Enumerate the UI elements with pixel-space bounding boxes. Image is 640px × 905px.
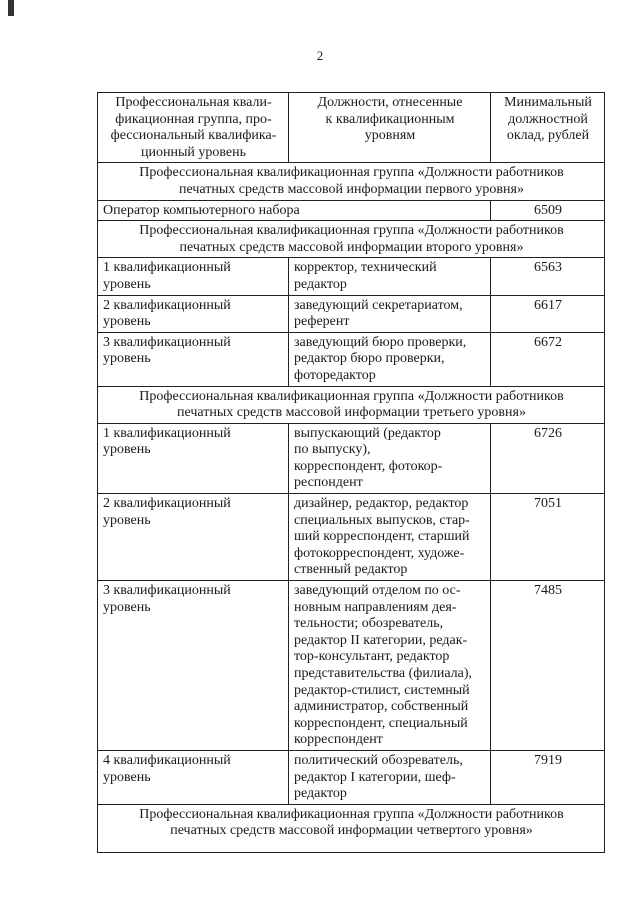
level-cell: 2 квалификационный уровень	[98, 494, 289, 581]
group2-title: Профессиональная квалификационная группа «Должности работников печатных средств массовой информации второго уровня»	[98, 221, 605, 258]
table-row	[98, 332, 605, 386]
positions-cell: политический обозреватель, редактор I категории, шеф- редактор	[289, 750, 491, 804]
level-cell: 4 квалификационный уровень	[98, 750, 289, 804]
level-cell: 1 квалификационный уровень	[98, 258, 289, 295]
positions-cell: заведующий секретариатом, референт	[289, 295, 491, 332]
salary-cell: 7919	[491, 750, 605, 804]
group1-position: Оператор компьютерного набора	[98, 200, 491, 221]
table-row	[98, 258, 605, 295]
level-cell: 3 квалификационный уровень	[98, 332, 289, 386]
group3-title: Профессиональная квалификационная группа «Должности работников печатных средств массовой информации третьего уровня»	[98, 386, 605, 423]
level-cell: 1 квалификационный уровень	[98, 423, 289, 493]
level-cell: 2 квалификационный уровень	[98, 295, 289, 332]
table-row	[98, 750, 605, 804]
salary-cell: 6617	[491, 295, 605, 332]
salary-cell: 7485	[491, 581, 605, 751]
header-col-group-level: Профессиональная квали- фикационная группа, про- фессиональный квалифика- ционный уровень	[98, 93, 289, 163]
group1-title: Профессиональная квалификационная группа «Должности работников печатных средств массовой информации первого уровня»	[98, 163, 605, 200]
table-row	[98, 200, 605, 221]
header-col-positions: Должности, отнесенные к квалификационным уровням	[289, 93, 491, 163]
group-title-row	[98, 221, 605, 258]
page-number: 2	[316, 48, 324, 63]
table-row	[98, 494, 605, 581]
table-row	[98, 295, 605, 332]
group-title-row	[98, 804, 605, 852]
group4-title: Профессиональная квалификационная группа «Должности работников печатных средств массовой информации четвертого уровня»	[98, 804, 605, 852]
group-title-row	[98, 163, 605, 200]
salary-cell: 6672	[491, 332, 605, 386]
salary-cell: 7051	[491, 494, 605, 581]
positions-cell: выпускающий (редактор по выпуску), корреспондент, фотокор- респондент	[289, 423, 491, 493]
header-col-salary: Минимальный должностной оклад, рублей	[491, 93, 605, 163]
group1-salary: 6509	[491, 200, 605, 221]
salary-table	[97, 92, 605, 853]
positions-cell: корректор, технический редактор	[289, 258, 491, 295]
table-header-row	[98, 93, 605, 163]
group-title-row	[98, 386, 605, 423]
salary-cell: 6726	[491, 423, 605, 493]
positions-cell: дизайнер, редактор, редактор специальных выпусков, стар- ший корреспондент, старший фотокорреспондент, художе- ственный редактор	[289, 494, 491, 581]
table-row	[98, 581, 605, 751]
salary-cell: 6563	[491, 258, 605, 295]
level-cell: 3 квалификационный уровень	[98, 581, 289, 751]
positions-cell: заведующий бюро проверки, редактор бюро проверки, фоторедактор	[289, 332, 491, 386]
table-row	[98, 423, 605, 493]
scan-artifact	[8, 0, 14, 16]
positions-cell: заведующий отделом по ос- новным направлениям дея- тельности; обозреватель, редактор II категории, редак- тор-консультант, редактор представительства (филиала), редактор-стилист, системный администратор, собственный корреспондент, специальный корреспондент	[289, 581, 491, 751]
